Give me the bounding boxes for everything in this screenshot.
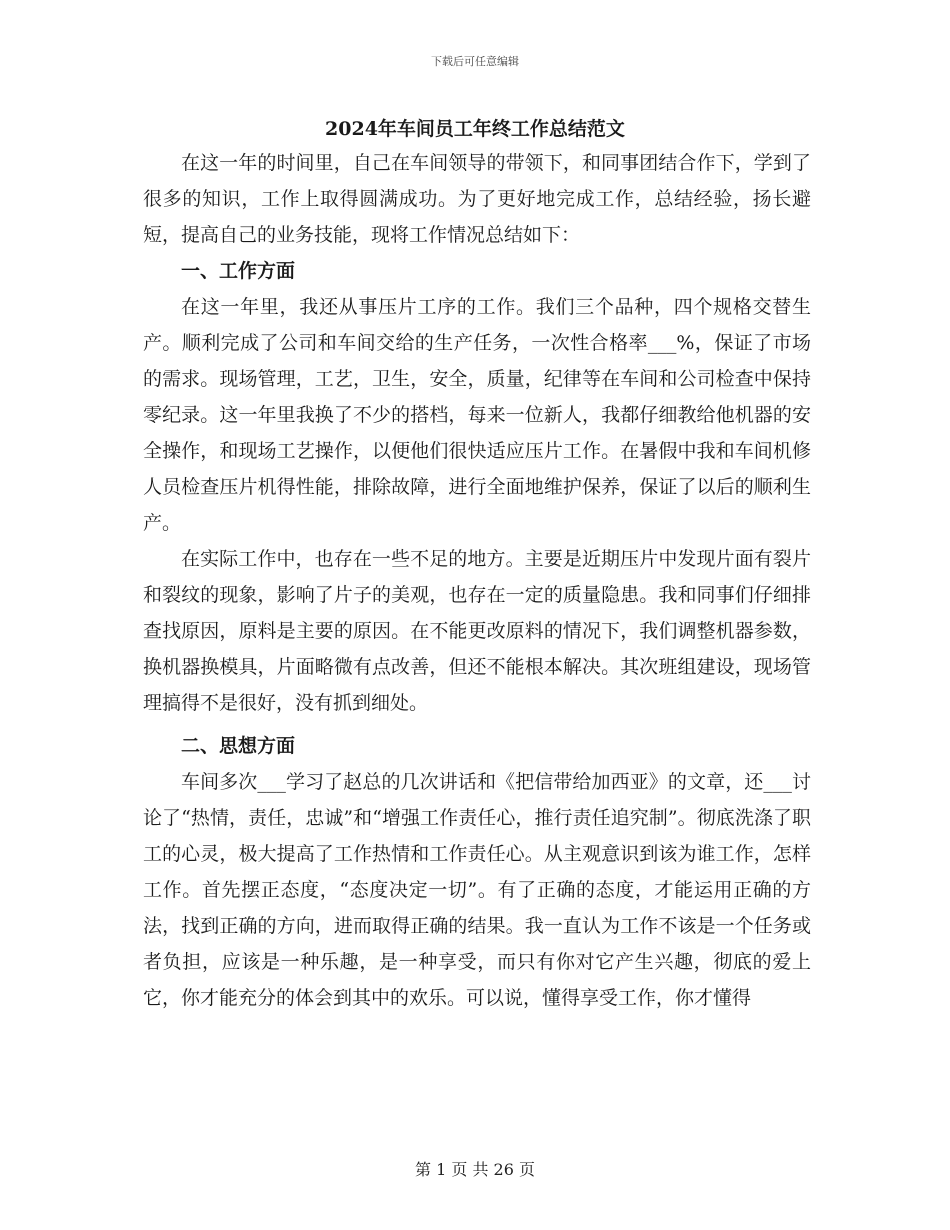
section-heading-work: 一、工作方面 <box>181 260 296 282</box>
work-paragraph-1: 在这一年里，我还从事压片工序的工作。我们三个品种，四个规格交替生产。顺利完成了公司和车间交给的生产任务，一次性合格率___%，保证了市场的需求。现场管理，工艺，卫生，安全，质量，纪律等在车间和公司检查中保持零纪录。这一年里我换了不少的搭档，每来一位新人，我都仔细教给他机器的安全操作，和现场工艺操作，以便他们很快适应压片工作。在暑假中我和车间机修人员检查压片机得性能，排除故障，进行全面地维护保养，保证了以后的顺利生产。 <box>143 296 811 534</box>
document-body <box>143 145 811 1016</box>
header-note: 下载后可任意编辑 <box>431 55 519 68</box>
page-title: 2024年车间员工年终工作总结范文 <box>325 118 625 140</box>
page-footer: 第 1 页 共 26 页 <box>415 1160 535 1179</box>
section-heading-thought: 二、思想方面 <box>181 735 296 757</box>
intro-paragraph: 在这一年的时间里，自己在车间领导的带领下，和同事团结合作下，学到了很多的知识，工作上取得圆满成功。为了更好地完成工作，总结经验，扬长避短，提高自己的业务技能，现将工作情况总结如下： <box>143 152 811 246</box>
thought-paragraph-1: 车间多次___学习了赵总的几次讲话和《把信带给加西亚》的文章，还___讨论了“热情，责任，忠诚”和“增强工作责任心，推行责任追究制”。彻底洗涤了职工的心灵，极大提高了工作热情和工作责任心。从主观意识到该为谁工作，怎样工作。首先摆正态度，“态度决定一切”。有了正确的态度，才能运用正确的方法，找到正确的方向，进而取得正确的结果。我一直认为工作不该是一个任务或者负担，应该是一种乐趣，是一种享受，而只有你对它产生兴趣，彻底的爱上它，你才能充分的体会到其中的欢乐。可以说，懂得享受工作，你才懂得 <box>143 771 811 1009</box>
work-paragraph-2: 在实际工作中，也存在一些不足的地方。主要是近期压片中发现片面有裂片和裂纹的现象，影响了片子的美观，也存在一定的质量隐患。我和同事们仔细排查找原因，原料是主要的原因。在不能更改原料的情况下，我们调整机器参数，换机器换模具，片面略微有点改善，但还不能根本解决。其次班组建设，现场管理搞得不是很好，没有抓到细处。 <box>143 548 811 714</box>
